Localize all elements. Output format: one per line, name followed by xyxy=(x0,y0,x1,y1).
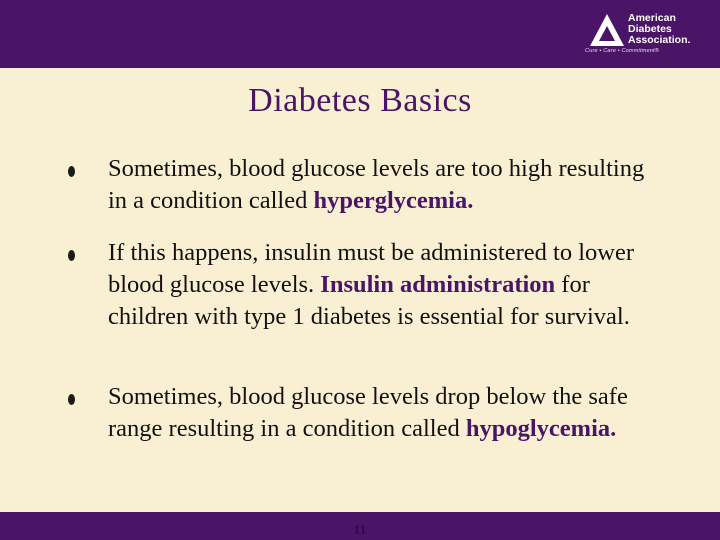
logo-wordmark xyxy=(628,13,690,46)
term-hyperglycemia: hyperglycemia. xyxy=(313,187,474,214)
ada-logo xyxy=(585,10,715,60)
bullet-text: If this happens, insulin must be administered to lower blood glucose levels. Insulin administration for children with type 1 diabetes is essential for survival. xyxy=(108,239,634,330)
bullet-dot-icon xyxy=(68,250,75,261)
logo-tagline: Cure • Care • Commitment® xyxy=(585,48,659,54)
term-hypoglycemia: hypoglycemia. xyxy=(465,415,617,442)
logo-line-2: Diabetes xyxy=(628,23,672,35)
slide-title: Diabetes Basics xyxy=(248,82,472,119)
page-number: 11 xyxy=(353,522,367,537)
logo-line-3: Association. xyxy=(628,34,691,46)
bullet-dot-icon xyxy=(68,166,75,177)
bullet-text: Sometimes, blood glucose levels drop below the safe range resulting in a condition called hypoglycemia. xyxy=(108,383,628,442)
logo-line-1: American xyxy=(628,12,676,24)
ada-triangle-logo-icon xyxy=(589,13,625,47)
term-insulin-administration: Insulin administration xyxy=(320,271,556,298)
bullet-dot-icon xyxy=(68,394,75,405)
bullet-text: Sometimes, blood glucose levels are too high resulting in a condition called hyperglycemia. xyxy=(108,155,645,214)
